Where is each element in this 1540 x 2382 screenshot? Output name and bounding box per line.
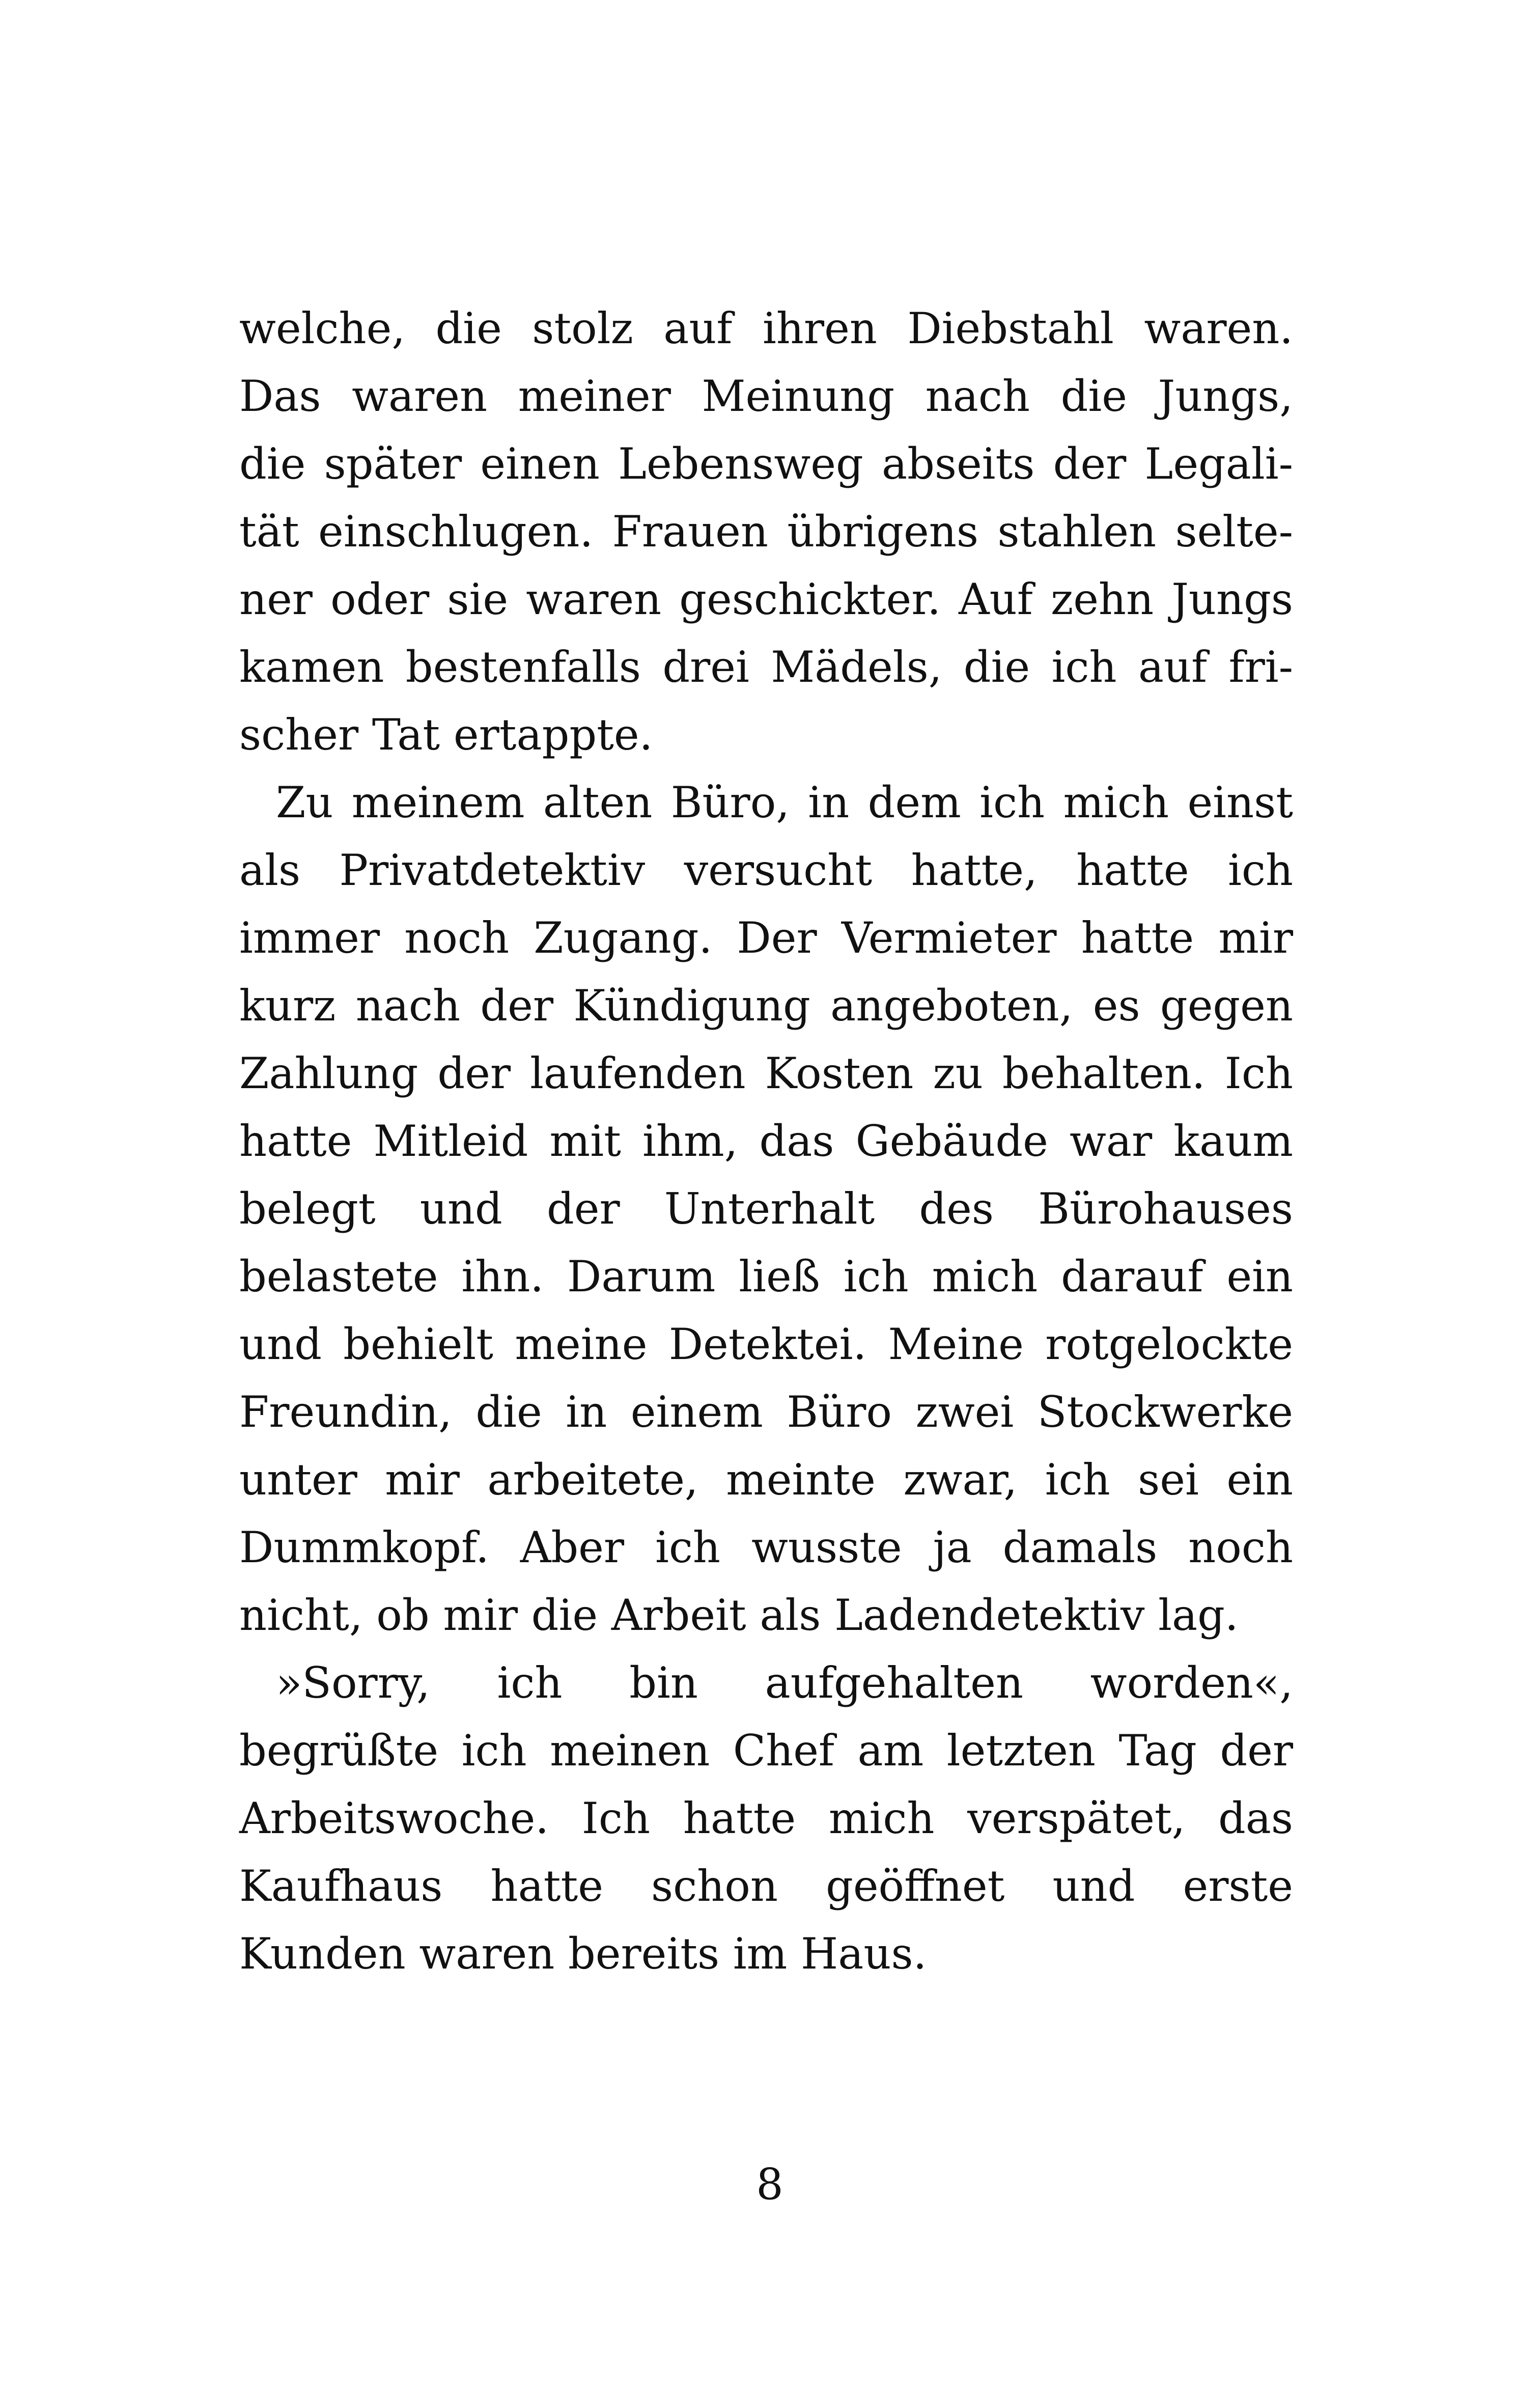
text-line: tät einschlugen. Frauen übrigens stahlen selte- xyxy=(239,507,1293,557)
text-line: immer noch Zugang. Der Vermieter hatte mir xyxy=(239,913,1293,963)
text-line: hatte Mitleid mit ihm, das Gebäude war kaum xyxy=(239,1116,1293,1166)
text-line: Kunden waren bereits im Haus. xyxy=(239,1929,927,1979)
paragraph-start-line: Zu meinem alten Büro, in dem ich mich einst xyxy=(276,778,1293,827)
text-line: scher Tat ertappte. xyxy=(239,710,653,760)
text-line: welche, die stolz auf ihren Diebstahl waren. xyxy=(239,303,1293,353)
text-line: belegt und der Unterhalt des Bürohauses xyxy=(239,1184,1293,1234)
text-line: kurz nach der Kündigung angeboten, es gegen xyxy=(239,981,1293,1031)
text-line: und behielt meine Detektei. Meine rotgelockte xyxy=(239,1319,1293,1369)
paragraph-start-line: »Sorry, ich bin aufgehalten worden«, xyxy=(276,1658,1293,1708)
body-text xyxy=(239,295,1293,1988)
page-number: 8 xyxy=(756,2159,783,2209)
text-line: nicht, ob mir die Arbeit als Ladendetektiv lag. xyxy=(239,1590,1239,1640)
text-line: Dummkopf. Aber ich wusste ja damals noch xyxy=(239,1522,1293,1572)
text-line: ner oder sie waren geschickter. Auf zehn Jungs xyxy=(239,574,1293,624)
text-line: die später einen Lebensweg abseits der Legali- xyxy=(239,439,1293,489)
text-line: Arbeitswoche. Ich hatte mich verspätet, das xyxy=(239,1793,1293,1843)
text-line: Kaufhaus hatte schon geöffnet und erste xyxy=(239,1861,1293,1911)
text-line: unter mir arbeitete, meinte zwar, ich sei ein xyxy=(239,1455,1293,1505)
text-line: als Privatdetektiv versucht hatte, hatte ich xyxy=(239,845,1293,895)
text-line: Zahlung der laufenden Kosten zu behalten. Ich xyxy=(239,1048,1293,1098)
text-line: Das waren meiner Meinung nach die Jungs, xyxy=(239,371,1293,421)
text-line: kamen bestenfalls drei Mädels, die ich auf fri- xyxy=(239,642,1293,692)
text-line: belastete ihn. Darum ließ ich mich darauf ein xyxy=(239,1252,1293,1301)
text-line: Freundin, die in einem Büro zwei Stockwerke xyxy=(239,1387,1293,1437)
text-line: begrüßte ich meinen Chef am letzten Tag der xyxy=(239,1726,1293,1776)
